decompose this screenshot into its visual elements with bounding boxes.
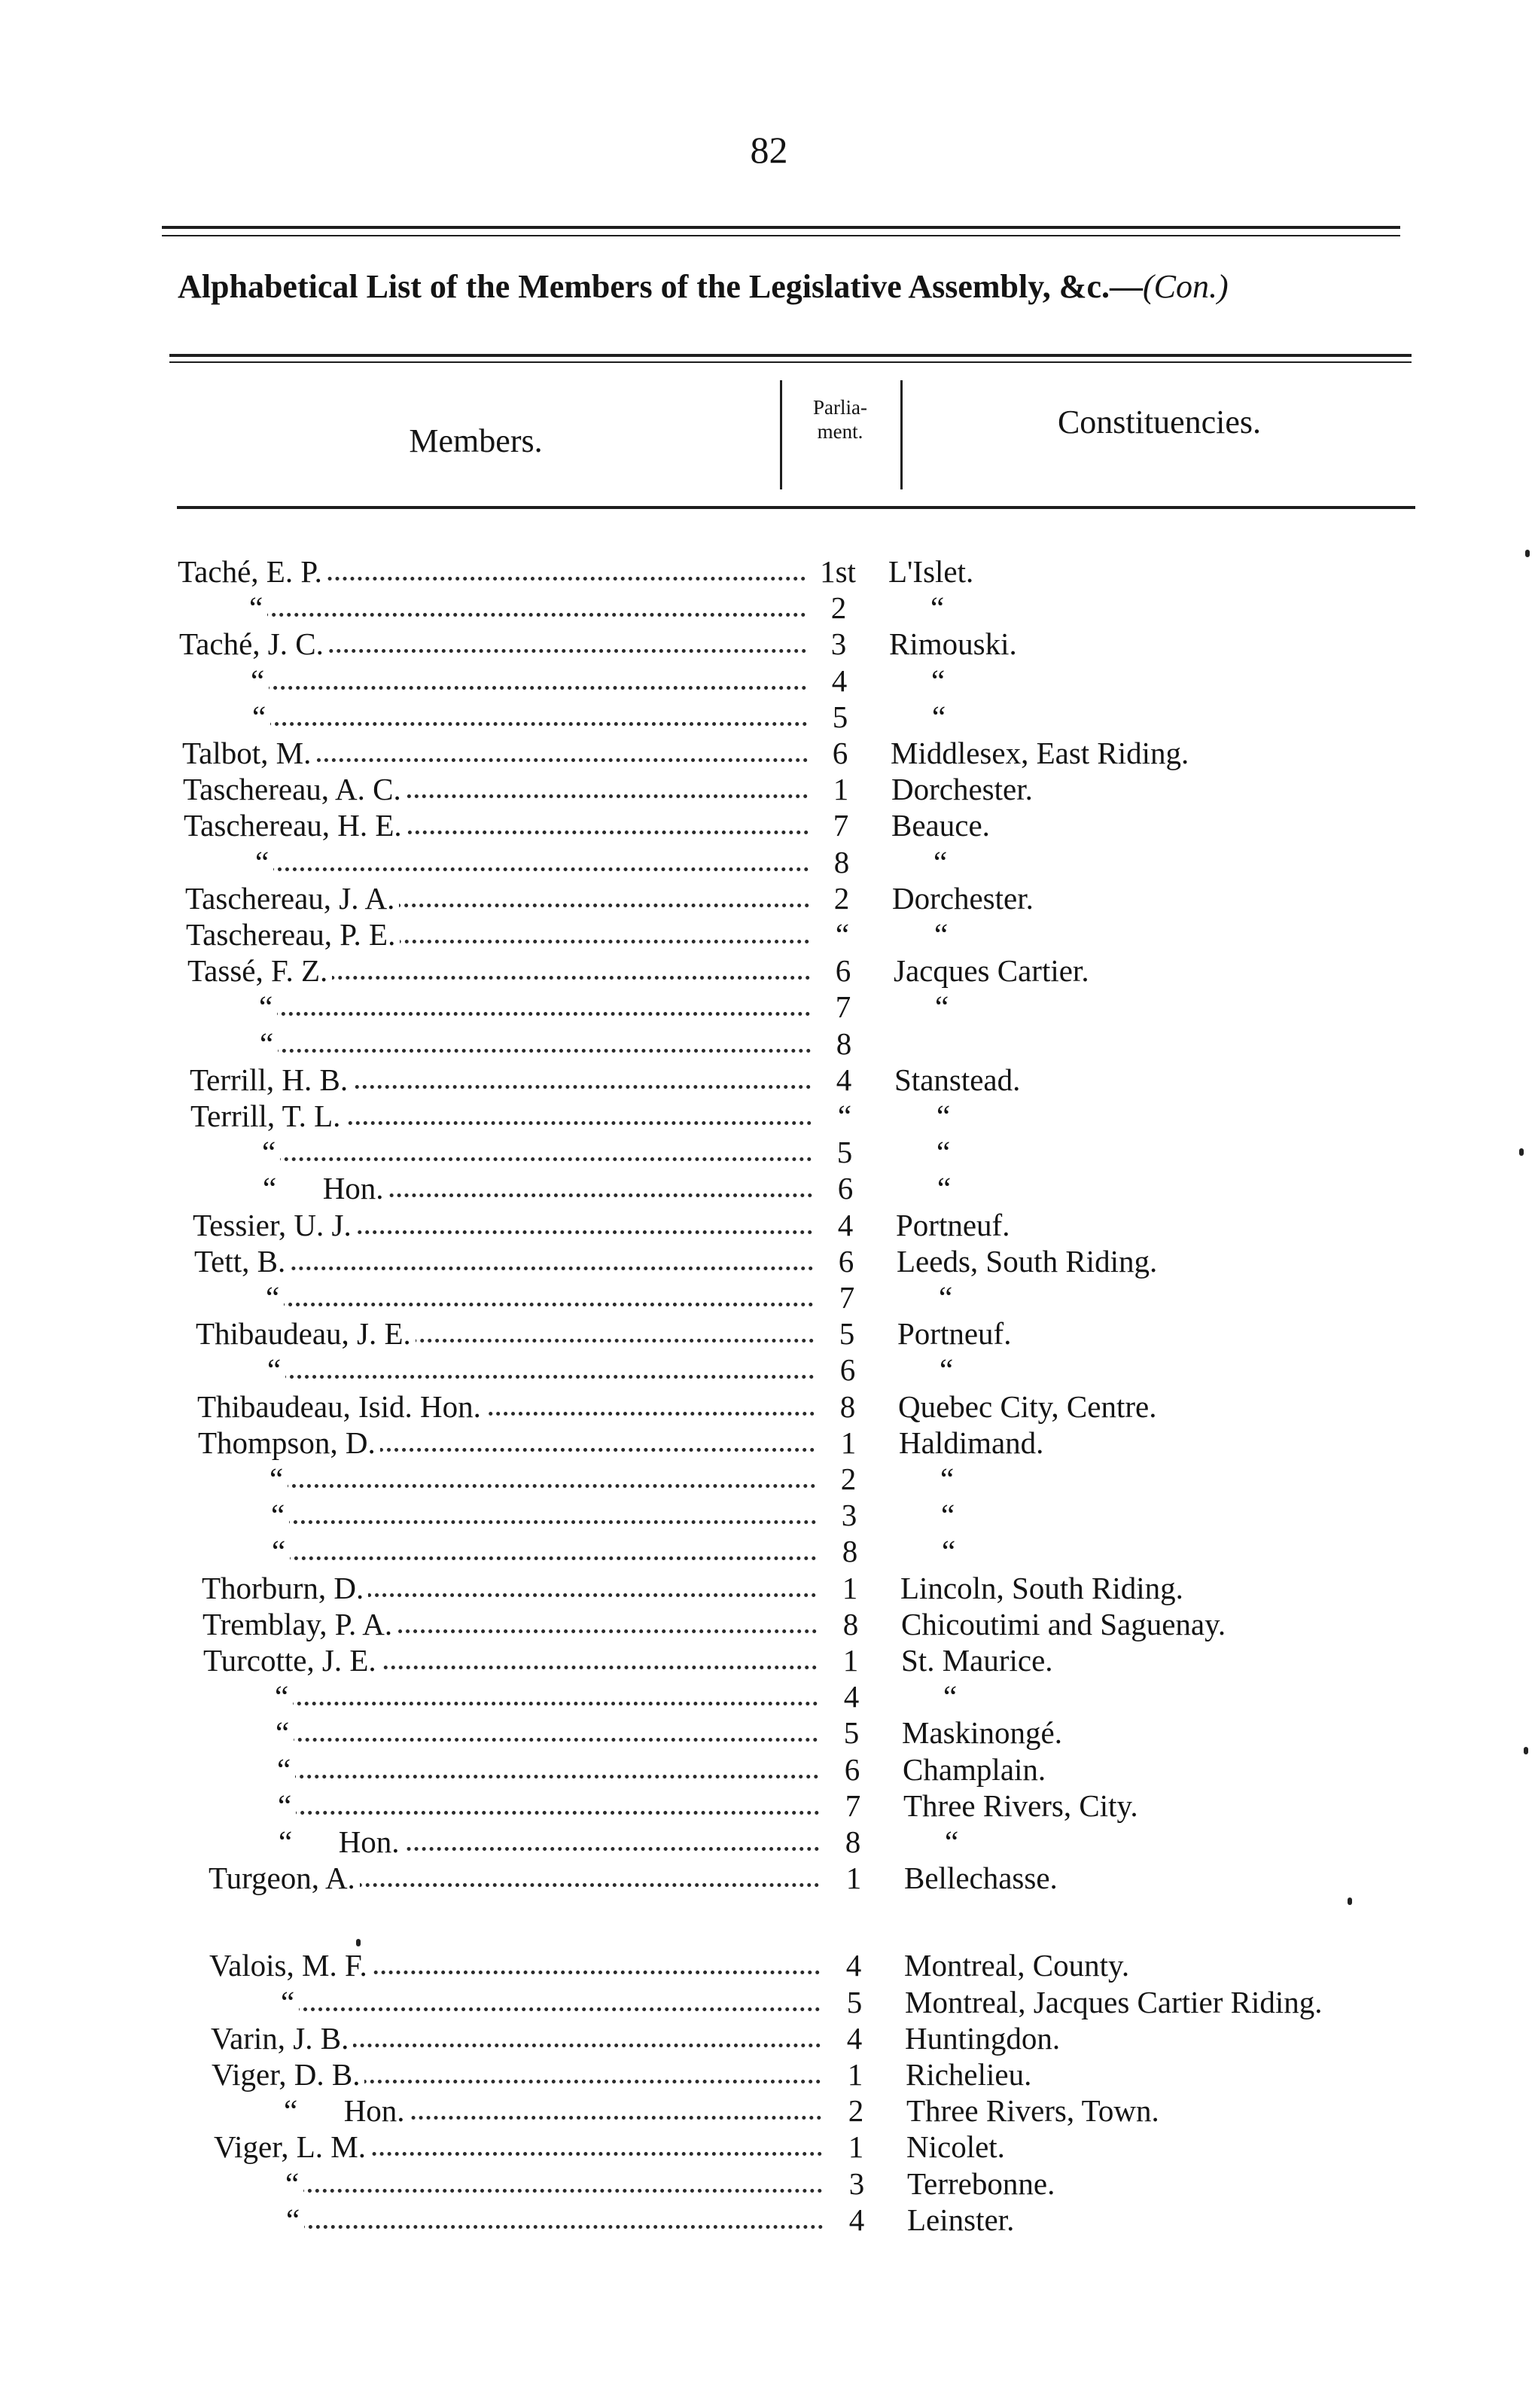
member-name xyxy=(183,771,808,807)
parliament-number: “ xyxy=(837,1099,852,1133)
parliament-number: 8 xyxy=(833,845,850,879)
constituency: “ xyxy=(931,663,946,698)
constituency: Bellechasse. xyxy=(904,1861,1058,1895)
table-row xyxy=(0,2202,1538,2238)
constituency: “ xyxy=(942,1534,956,1568)
table-row xyxy=(0,1860,1538,1896)
member-name xyxy=(277,1751,818,1788)
table-row xyxy=(0,1388,1538,1425)
parliament-number: 3 xyxy=(848,2166,865,2201)
member-name xyxy=(260,1026,811,1062)
parliament-number: 7 xyxy=(839,1280,855,1315)
parliament-number: 4 xyxy=(845,1948,862,1983)
member-name-text: “ xyxy=(281,1985,299,2019)
parliament-number: 4 xyxy=(848,2202,865,2237)
constituency: Middlesex, East Riding. xyxy=(891,736,1189,770)
title-continuation: (Con.) xyxy=(1142,268,1229,305)
parliament-number: 4 xyxy=(846,2021,863,2056)
parliament-number: 1 xyxy=(842,1643,859,1678)
table-row xyxy=(0,1788,1538,1824)
table-row xyxy=(0,1751,1538,1788)
table-row xyxy=(0,2093,1538,2129)
table-row xyxy=(0,1243,1538,1279)
table-row xyxy=(0,989,1538,1025)
table-row xyxy=(0,1642,1538,1678)
member-name-text: “ xyxy=(251,663,269,698)
margin-mark xyxy=(1524,1747,1528,1754)
member-name-text: “ xyxy=(267,1352,285,1387)
member-name xyxy=(259,989,810,1025)
constituency: “ xyxy=(937,1099,951,1133)
parliament-number: 6 xyxy=(832,736,848,770)
page-number: 82 xyxy=(750,129,788,171)
member-name xyxy=(279,1824,819,1860)
parliament-number: 5 xyxy=(832,700,848,734)
parliament-number: 4 xyxy=(831,663,848,698)
constituency: Quebec City, Centre. xyxy=(898,1389,1157,1424)
member-name-text: Taschereau, P. E. xyxy=(186,917,400,952)
member-name xyxy=(212,2056,821,2093)
constituency: Leeds, South Riding. xyxy=(897,1244,1158,1279)
member-name xyxy=(284,2093,821,2129)
member-name-text: “ xyxy=(249,590,267,625)
member-name xyxy=(185,880,809,916)
member-name-text: Tremblay, P. A. xyxy=(203,1607,397,1641)
member-name xyxy=(193,1207,812,1243)
constituency: Portneuf. xyxy=(896,1208,1010,1242)
header-constituencies: Constituencies. xyxy=(1057,404,1262,440)
table-row xyxy=(0,2129,1538,2165)
parliament-number: 7 xyxy=(835,989,851,1024)
constituency: “ xyxy=(941,1498,955,1532)
member-name xyxy=(190,1062,811,1098)
table-row xyxy=(0,1098,1538,1134)
parliament-number: 6 xyxy=(835,953,851,988)
constituency: L'Islet. xyxy=(888,554,974,589)
member-name xyxy=(271,1497,816,1533)
table-row xyxy=(0,1279,1538,1315)
table-row xyxy=(0,1461,1538,1497)
member-name xyxy=(187,953,810,989)
constituency: Nicolet. xyxy=(906,2129,1005,2164)
constituency: Rimouski. xyxy=(889,626,1017,661)
member-name xyxy=(267,1352,814,1388)
parliament-number: 4 xyxy=(836,1062,852,1097)
constituency: Beauce. xyxy=(891,808,990,843)
table-row xyxy=(0,1678,1538,1715)
table-row xyxy=(0,1947,1538,1983)
table-row xyxy=(0,771,1538,807)
member-name-text: Valois, M. F. xyxy=(209,1948,372,1983)
member-name-text: Taché, J. C. xyxy=(179,626,328,661)
constituency: Chicoutimi and Saguenay. xyxy=(901,1607,1226,1641)
table-row xyxy=(0,2166,1538,2202)
member-name xyxy=(278,1788,819,1824)
member-name xyxy=(255,844,809,880)
member-name-text: Thibaudeau, Isid. Hon. xyxy=(197,1389,486,1424)
member-name-text: “ xyxy=(272,1534,290,1568)
constituency: Terrebonne. xyxy=(907,2166,1055,2201)
parliament-number: 1 xyxy=(842,1571,858,1605)
parliament-number: 1 xyxy=(833,772,849,806)
constituency: Lincoln, South Riding. xyxy=(900,1571,1183,1605)
table-row xyxy=(0,1425,1538,1461)
constituency: “ xyxy=(945,1824,959,1859)
member-name-text: “ xyxy=(262,1135,280,1169)
member-name xyxy=(209,1947,820,1983)
constituency: Huntingdon. xyxy=(905,2021,1061,2056)
member-name xyxy=(276,1715,818,1751)
parliament-number: 5 xyxy=(836,1135,853,1169)
title-text: Alphabetical List of the Members of the Legislative Assembly, &c.— xyxy=(178,268,1143,305)
member-name xyxy=(203,1642,817,1678)
member-name xyxy=(194,1243,813,1279)
header-parliament-line1: Parlia- xyxy=(813,396,867,419)
table-row xyxy=(0,916,1538,953)
table-row xyxy=(0,1533,1538,1569)
constituency: “ xyxy=(939,1280,953,1315)
table-row xyxy=(0,1170,1538,1206)
table-row xyxy=(0,626,1538,662)
member-name-text: Tessier, U. J. xyxy=(193,1208,356,1242)
constituency: Jacques Cartier. xyxy=(894,953,1089,988)
member-name-text: “ Hon. xyxy=(279,1824,404,1859)
member-name-text: “ xyxy=(277,1752,295,1787)
member-name xyxy=(249,590,806,626)
margin-mark xyxy=(1348,1897,1352,1905)
parliament-number: 5 xyxy=(846,1985,863,2019)
member-name xyxy=(196,1315,814,1352)
table-row xyxy=(0,880,1538,916)
parliament-number: 8 xyxy=(842,1607,859,1641)
member-name-text: “ xyxy=(285,2166,303,2201)
parliament-number: 2 xyxy=(833,881,850,916)
table-row xyxy=(0,735,1538,771)
member-name-text: Varin, J. B. xyxy=(211,2021,353,2056)
member-name xyxy=(252,699,807,735)
member-name xyxy=(281,1984,820,2020)
constituency: Stanstead. xyxy=(894,1062,1021,1097)
member-name-text: Thibaudeau, J. E. xyxy=(196,1316,416,1351)
table-row xyxy=(0,1824,1538,1860)
member-name-text: “ xyxy=(260,1026,278,1061)
table-row xyxy=(0,1026,1538,1062)
member-name-text: “ xyxy=(252,700,270,734)
constituency: “ xyxy=(935,989,949,1024)
member-name-text: Turcotte, J. E. xyxy=(203,1643,381,1678)
member-name-text: Viger, L. M. xyxy=(214,2129,370,2164)
table-row xyxy=(0,2020,1538,2056)
parliament-number: 8 xyxy=(845,1824,861,1859)
parliament-number: 4 xyxy=(843,1679,860,1714)
member-name xyxy=(178,553,806,590)
member-name-text: “ xyxy=(275,1679,293,1714)
table-row xyxy=(0,1715,1538,1751)
table-row xyxy=(0,2056,1538,2093)
table-row xyxy=(0,1984,1538,2020)
parliament-number: 1 xyxy=(845,1861,862,1895)
member-name xyxy=(272,1533,816,1569)
member-name-text: “ xyxy=(276,1715,294,1750)
member-name xyxy=(209,1860,819,1896)
member-name-text: Tassé, F. Z. xyxy=(187,953,332,988)
parliament-number: 8 xyxy=(842,1534,858,1568)
member-name-text: “ Hon. xyxy=(263,1171,388,1206)
constituency: Three Rivers, Town. xyxy=(906,2093,1159,2128)
parliament-number: 1 xyxy=(848,2129,864,2164)
table-row xyxy=(0,590,1538,626)
constituency: Three Rivers, City. xyxy=(903,1788,1138,1823)
member-name xyxy=(270,1461,815,1497)
parliament-number: 6 xyxy=(839,1352,856,1387)
parliament-number: 1 xyxy=(840,1425,857,1460)
member-name-text: Turgeon, A. xyxy=(209,1861,360,1895)
member-name-text: “ Hon. xyxy=(284,2093,410,2128)
constituency: Dorchester. xyxy=(891,772,1033,806)
table-row xyxy=(0,1062,1538,1098)
constituency: “ xyxy=(943,1679,958,1714)
member-name xyxy=(182,735,808,771)
header-parliament-line2: ment. xyxy=(817,420,863,443)
table-row xyxy=(0,1497,1538,1533)
member-name xyxy=(203,1606,817,1642)
member-name-text: Thompson, D. xyxy=(198,1425,380,1460)
member-name xyxy=(266,1279,813,1315)
member-name xyxy=(184,807,809,843)
parliament-number: 4 xyxy=(837,1208,854,1242)
member-name-text: “ xyxy=(270,1462,288,1496)
member-name xyxy=(285,2166,822,2202)
table-row xyxy=(0,807,1538,843)
margin-mark xyxy=(1525,550,1530,557)
parliament-number: 2 xyxy=(840,1462,857,1496)
member-name-text: Thorburn, D. xyxy=(202,1571,368,1605)
parliament-number: 7 xyxy=(833,808,849,843)
constituency: Dorchester. xyxy=(892,881,1034,916)
constituency: Leinster. xyxy=(907,2202,1015,2237)
member-name-text: Viger, D. B. xyxy=(212,2057,364,2092)
parliament-number: 3 xyxy=(830,626,847,661)
constituency: “ xyxy=(933,845,948,879)
member-name-text: “ xyxy=(255,845,273,879)
member-name xyxy=(197,1388,815,1425)
parliament-number: 1 xyxy=(847,2057,863,2092)
member-name xyxy=(251,663,806,699)
table-row xyxy=(0,1570,1538,1606)
constituency: Richelieu. xyxy=(906,2057,1032,2092)
member-name-text: Taschereau, A. C. xyxy=(183,772,406,806)
member-name xyxy=(214,2129,822,2165)
constituency: “ xyxy=(934,917,949,952)
bullet-mark xyxy=(356,1939,361,1946)
constituency: Champlain. xyxy=(903,1752,1046,1787)
constituency: “ xyxy=(930,590,945,625)
member-name xyxy=(202,1570,816,1606)
member-name-text: “ xyxy=(271,1498,289,1532)
constituency: “ xyxy=(932,700,946,734)
table-row xyxy=(0,1606,1538,1642)
table-row xyxy=(0,663,1538,699)
member-name-text: Terrill, T. L. xyxy=(190,1099,345,1133)
member-name xyxy=(275,1678,818,1715)
parliament-number: 6 xyxy=(844,1752,860,1787)
member-name xyxy=(263,1170,812,1206)
member-name-text: Taschereau, J. A. xyxy=(185,881,399,916)
table-row xyxy=(0,1352,1538,1388)
parliament-number: 6 xyxy=(837,1171,854,1206)
constituency: Montreal, Jacques Cartier Riding. xyxy=(905,1985,1323,2019)
header-members: Members. xyxy=(409,422,543,459)
margin-mark xyxy=(1519,1148,1524,1156)
constituency: “ xyxy=(940,1462,955,1496)
member-name-text: “ xyxy=(278,1788,296,1823)
member-name-text: Talbot, M. xyxy=(182,736,315,770)
member-name xyxy=(179,626,806,662)
member-name-text: Tett, B. xyxy=(194,1244,290,1279)
member-name-text: Terrill, H. B. xyxy=(190,1062,352,1097)
parliament-number: 5 xyxy=(839,1316,855,1351)
parliament-number: 2 xyxy=(848,2093,864,2128)
member-name xyxy=(211,2020,821,2056)
member-name xyxy=(198,1425,815,1461)
member-name xyxy=(286,2202,823,2238)
table-row xyxy=(0,1207,1538,1243)
parliament-number: “ xyxy=(835,917,850,952)
constituency: Montreal, County. xyxy=(904,1948,1130,1983)
parliament-number: 2 xyxy=(830,590,847,625)
parliament-number: 8 xyxy=(839,1389,856,1424)
table-row xyxy=(0,553,1538,590)
member-name-text: “ xyxy=(266,1280,284,1315)
constituency: “ xyxy=(937,1171,952,1206)
table-row xyxy=(0,1134,1538,1170)
table-row xyxy=(0,1315,1538,1352)
constituency: St. Maurice. xyxy=(901,1643,1053,1678)
constituency: Portneuf. xyxy=(897,1316,1012,1351)
member-name-text: Taschereau, H. E. xyxy=(184,808,407,843)
constituency: “ xyxy=(940,1352,954,1387)
constituency: Haldimand. xyxy=(899,1425,1044,1460)
constituency: “ xyxy=(937,1135,951,1169)
member-name xyxy=(186,916,809,953)
parliament-number: 8 xyxy=(836,1026,852,1061)
member-name xyxy=(262,1134,812,1170)
parliament-number: 1st xyxy=(820,554,856,589)
member-name-text: “ xyxy=(259,989,277,1024)
member-name-text: “ xyxy=(286,2202,304,2237)
constituency: Maskinongé. xyxy=(902,1715,1062,1750)
parliament-number: 6 xyxy=(838,1244,854,1279)
parliament-number: 7 xyxy=(845,1788,861,1823)
member-name xyxy=(190,1098,812,1134)
parliament-number: 5 xyxy=(843,1715,860,1750)
member-name-text: Taché, E. P. xyxy=(178,554,327,589)
table-row xyxy=(0,844,1538,880)
table-row xyxy=(0,953,1538,989)
table-row xyxy=(0,699,1538,735)
parliament-number: 3 xyxy=(841,1498,857,1532)
